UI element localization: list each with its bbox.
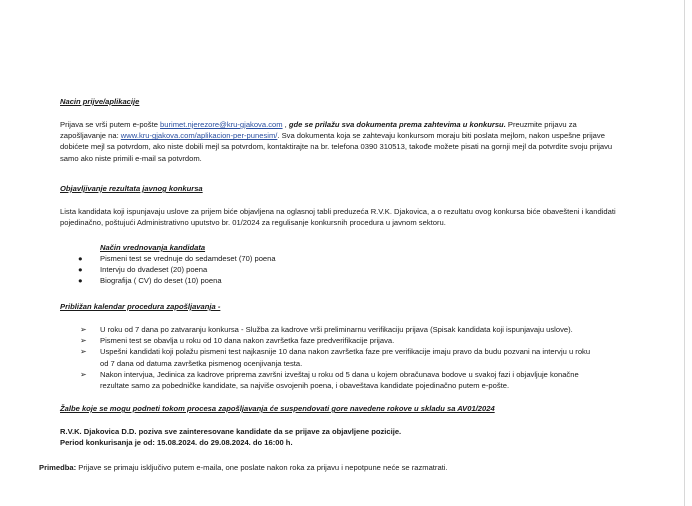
remark-text: Prijave se primaju isključivo putem e-maila, one poslate nakon roka za prijavu i nepotpune neće se razmatrati. — [76, 463, 448, 472]
application-form-link[interactable]: www.kru-gjakova.com/aplikacion-per-punesim/ — [120, 131, 278, 141]
list-item: ● Biografija ( CV) do deset (10) poena — [78, 276, 222, 286]
bullet-dot-icon: ● — [78, 265, 83, 275]
calendar-list — [60, 324, 600, 391]
remark — [39, 462, 639, 473]
application-period: Period konkurisanja je od: 15.08.2024. do 29.08.2024. do 16:00 h. — [60, 438, 293, 447]
arrow-bullet-icon: ➢ — [80, 336, 87, 346]
list-item: ● Pismeni test se vrednuje do sedamdeset (70) poena — [78, 254, 276, 263]
list-item: ➢ Pismeni test se obavlja u roku od 10 dana nakon završetka faze predverifikacije prijava. — [80, 336, 395, 346]
evaluation-list — [60, 253, 620, 287]
evaluation-heading: Način vrednovanja kandidata — [100, 243, 206, 252]
list-item: ➢ Uspešni kandidati koji polažu pismeni test najkasnije 10 dana nakon završetka faze pre verifikacije imaju pravo da budu pozvani na intervju u roku od 7 dana od datuma završetka pismenog ocenjivanja testa. — [80, 347, 591, 368]
bullet-dot-icon: ● — [78, 254, 83, 263]
invitation-line: R.V.K. Djakovica D.D. poziva sve zainteresovane kandidate da se prijave za objavljene pozicije. — [60, 427, 402, 436]
email-link[interactable]: burimet.njerezore@kru-gjakova.com — [160, 120, 283, 129]
arrow-bullet-icon: ➢ — [80, 325, 87, 334]
page-edge-line — [684, 0, 685, 506]
results-heading: Objavljivanje rezultata javnog konkursa — [60, 184, 203, 193]
application-heading: Nacin prijve/aplikacije — [60, 97, 140, 106]
list-item: ➢ U roku od 7 dana po zatvaranju konkursa - Služba za kadrove vrši preliminarnu verifikaciju prijava (Spisak kandidata koji ispunjavaju uslove). — [80, 325, 573, 334]
arrow-bullet-icon: ➢ — [80, 347, 87, 357]
list-item: ● Intervju do dvadeset (20) poena — [78, 265, 208, 275]
complaints-note: Žalbe koje se mogu podneti tokom procesa zapošljavanja će suspendovati gore navedene rokove u skladu sa AV01/2024 — [60, 404, 495, 413]
remark-label: Primedba: — [39, 463, 77, 472]
application-paragraph: Prijava se vrši putem e-pošte burimet.njerezore@kru-gjakova.com , gde se prilažu sva dokumenta prema zahtevima u konkursu. Preuzmite prijavu za zapošljavanje na: www.kru-gjakova.com/aplikacion-per-punesim/. Sva dokumenta koja se zahtevaju konkursom moraju biti poslata mejlom, nakon uspešne prijave dobićete mejl sa potvrdom, ako niste dobili mejl sa potvrdom, kontaktirajte na br. telefona 0390 310513, takođe možete pisati na gornji mejl da potvrdite svoju prijavu samo ako niste primili e-mail sa potvrdom. — [60, 120, 613, 163]
arrow-bullet-icon: ➢ — [80, 369, 87, 379]
results-paragraph: Lista kandidata koji ispunjavaju uslove za prijem biće objavljena na oglasnoj tabli preduzeća R.V.K. Djakovica, a o rezultatu ovog konkursa biće obavešteni i kandidati pojedinačno, poštujući Administrativno uputstvo br. 01/2024 za regulisanje konkursnih procedura u javnom sektoru. — [60, 207, 616, 228]
calendar-heading: Približan kalendar procedura zapošljavanja - — [60, 302, 221, 311]
bullet-dot-icon: ● — [78, 276, 83, 286]
list-item: ➢ Nakon intervjua, Jedinica za kadrove priprema završni izveštaj u roku od 5 dana u kojem obračunava bodove u svakoj fazi i objavljuje konačne rezultate samo za pobedničke kandidate, sa najviše osvojenih poena, i obaveštava kandidate pojedinačno putem e-pošte. — [80, 369, 579, 391]
